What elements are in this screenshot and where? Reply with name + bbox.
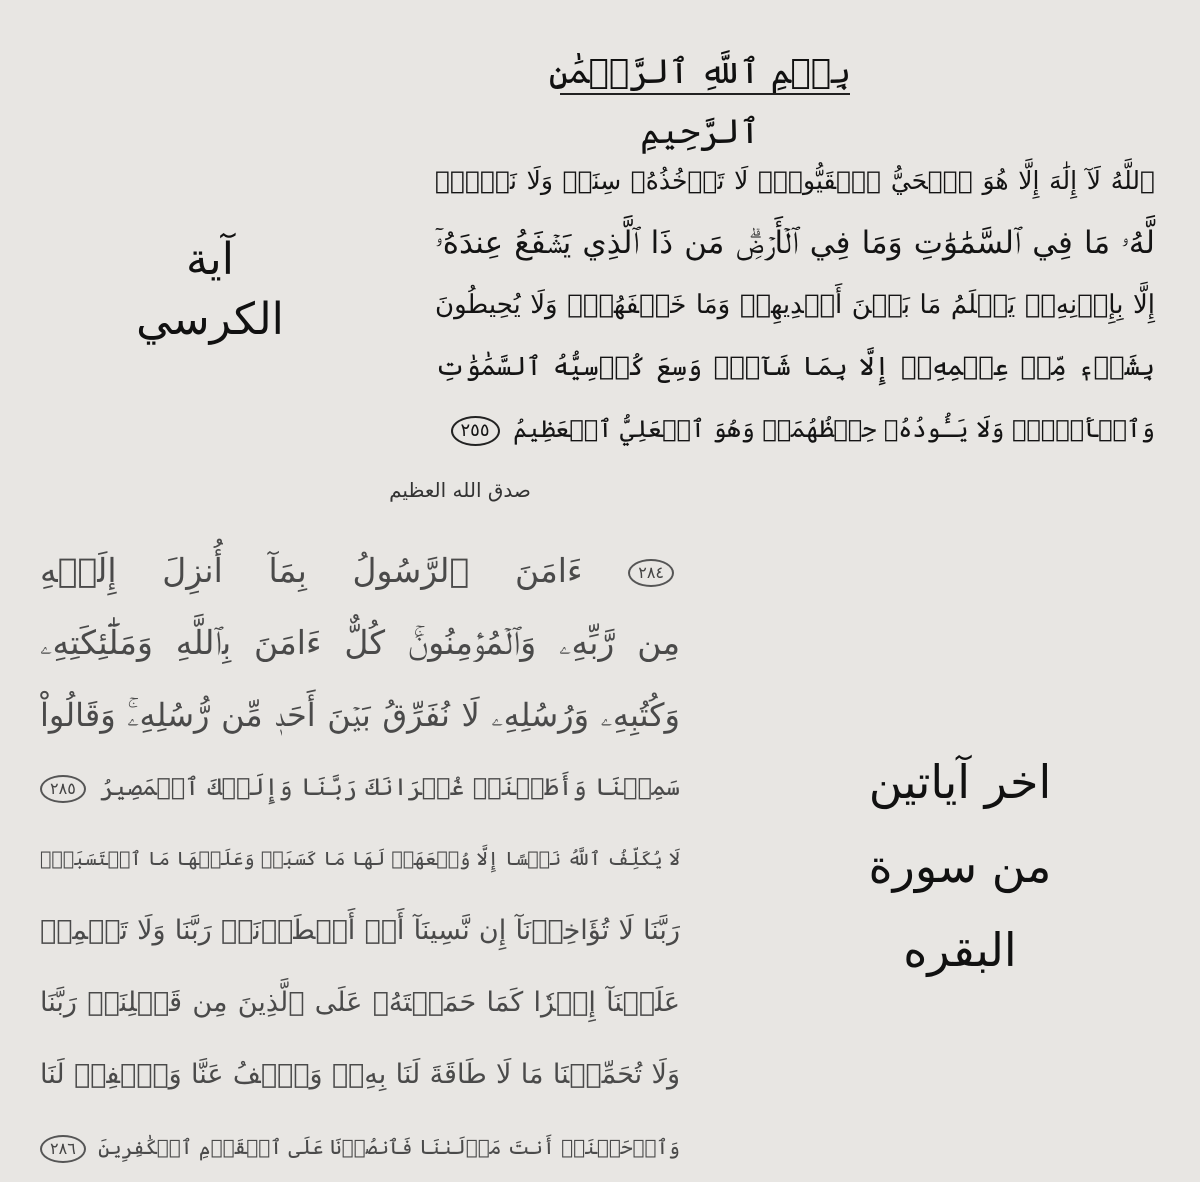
ayah-number-255: ٢٥٥ (451, 416, 500, 446)
baqara-line: لَا يُكَلِّفُ ٱللَّهُ نَفۡسًا إِلَّا وُسۡعَهَاۚ لَهَا مَا كَسَبَتۡ وَعَلَيۡهَا مَا ٱكۡتَسَبَتۡۗ (40, 848, 680, 870)
kursi-line-text: وَٱلۡأَرۡضَۖ وَلَا يَـُٔودُهُۥ حِفۡظُهُمَاۚ وَهُوَ ٱلۡعَلِيُّ ٱلۡعَظِيمُ (513, 415, 1155, 443)
kursi-line: لَّهُۥ مَا فِي ٱلسَّمَٰوَٰتِ وَمَا فِي ٱلۡأَرۡضِۗ مَن ذَا ٱلَّذِي يَشۡفَعُ عِندَهُۥٓ (435, 225, 1155, 261)
ayat-al-kursi-title: آية الكرسي (136, 234, 284, 345)
basmala-underline (560, 93, 850, 95)
basmala: بِسۡمِ ٱللَّهِ ٱلرَّحۡمَٰنِ ٱلرَّحِيمِ (548, 52, 852, 152)
baqara-side-title (830, 740, 1090, 992)
baqara-line-text: سَمِعۡنَا وَأَطَعۡنَاۖ غُفۡرَانَكَ رَبَّنَا وَإِلَيۡكَ ٱلۡمَصِيرُ (100, 773, 680, 801)
ayah-number-286: ٢٨٦ (40, 1135, 86, 1163)
baqara-line-text: ءَامَنَ ٱلرَّسُولُ بِمَآ أُنزِلَ إِلَيۡهِ (40, 551, 583, 590)
kursi-line: إِلَّا بِإِذۡنِهِۦۚ يَعۡلَمُ مَا بَيۡنَ أَيۡدِيهِمۡ وَمَا خَلۡفَهُمۡۖ وَلَا يُحِيطُونَ (435, 290, 1155, 320)
baqara-verses-text (40, 535, 680, 1182)
side-title-line: البقره (903, 923, 1017, 977)
ayah-number-285: ٢٨٥ (40, 775, 86, 803)
side-title-line: من سورة (868, 839, 1052, 893)
side-title-line: اخر آياتين (868, 755, 1052, 809)
kursi-line-last (435, 398, 1155, 460)
baqara-line: رَبَّنَا لَا تُؤَاخِذۡنَآ إِن نَّسِينَآ أَوۡ أَخۡطَأۡنَاۚ رَبَّنَا وَلَا تَحۡمِلۡ (40, 915, 680, 946)
baqara-line (40, 535, 680, 607)
ayat-al-kursi-text (435, 150, 1155, 460)
baqara-line: عَلَيۡنَآ إِصۡرٗا كَمَا حَمَلۡتَهُۥ عَلَى ٱلَّذِينَ مِن قَبۡلِنَاۚ رَبَّنَا (40, 987, 680, 1018)
kursi-line: ٱللَّهُ لَآ إِلَٰهَ إِلَّا هُوَ ٱلۡحَيُّ ٱلۡقَيُّومُۚ لَا تَأۡخُذُهُۥ سِنَةٞ وَلَا نَوۡمٞۚ (435, 166, 1155, 195)
baqara-line-text: وَٱرۡحَمۡنَآۚ أَنتَ مَوۡلَىٰنَا فَٱنصُرۡنَا عَلَى ٱلۡقَوۡمِ ٱلۡكَٰفِرِينَ (98, 1135, 680, 1159)
baqara-line (40, 751, 680, 823)
baqara-line: وَكُتُبِهِۦ وَرُسُلِهِۦ لَا نُفَرِّقُ بَيۡنَ أَحَدٖ مِّن رُّسُلِهِۦۚ وَقَالُواْ (40, 696, 680, 734)
baqara-line (40, 1111, 680, 1182)
kursi-line: بِشَيۡءٖ مِّنۡ عِلۡمِهِۦٓ إِلَّا بِمَا شَآءَۚ وَسِعَ كُرۡسِيُّهُ ٱلسَّمَٰوَٰتِ (435, 352, 1155, 382)
ayah-number-284: ٢٨٤ (628, 559, 674, 587)
sadaq-allah-text: صدق الله العظيم (389, 478, 531, 502)
baqara-line: مِن رَّبِّهِۦ وَٱلۡمُؤۡمِنُونَۚ كُلٌّ ءَامَنَ بِٱللَّهِ وَمَلَٰٓئِكَتِهِۦ (40, 623, 680, 662)
baqara-line: وَلَا تُحَمِّلۡنَا مَا لَا طَاقَةَ لَنَا بِهِۦۖ وَٱعۡفُ عَنَّا وَٱغۡفِرۡ لَنَا (40, 1059, 680, 1090)
